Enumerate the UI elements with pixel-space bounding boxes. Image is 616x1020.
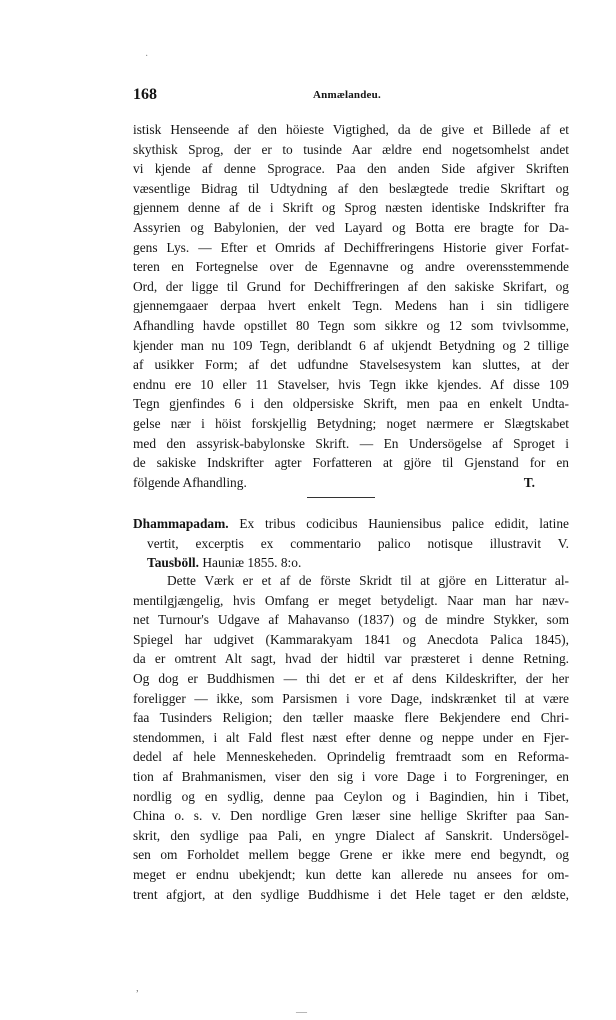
text-line: gjennemgaaer derpaa hvert enkelt Tegn. Medens han i sin tidligere (133, 298, 569, 314)
text-line: dedel af hele Menneskeheden. Oprindelig fremtraadt som en Reforma- (133, 749, 569, 765)
text-line: af usikker Form; af det udfundne Stavelsesystem kan sluttes, at der (133, 357, 569, 373)
bottom-dash: — (296, 1006, 307, 1018)
text-line: de sakiske Indskrifter agter Forfatteren at gjöre til Gjenstand for en (133, 455, 569, 471)
text-line: endnu ere 10 eller 11 Stavelser, hvis Tegn ikke kjendes. Af disse 109 (133, 376, 569, 392)
bottom-speck: , (136, 982, 139, 994)
text-line: Spiegel har udgivet (Kammarakyam 1841 og Anecdota Palica 1845), (133, 631, 569, 647)
text-line: foreligger — ikke, som Parsismen i vore Dage, indskrænket til at være (133, 690, 569, 706)
text-line: meget er endnu ubekjendt; kun dette kan allerede nu ansees for om- (133, 866, 569, 882)
text-line: Tegn gjenfindes 6 i den oldpersiske Skrift, men paa en enkelt Undta- (133, 396, 569, 412)
text-line: sen om Forholdet mellem begge Grene er ikke mere end begyndt, og (133, 847, 569, 863)
citation-line-1 (133, 514, 569, 534)
text-line: gjennem denne af de i Skrift og Sprog næsten identiske Indskrifter fra (133, 200, 569, 216)
citation-line-2: vertit, excerptis ex commentario palico notisque illustravit V. (147, 535, 569, 551)
page-header (133, 86, 569, 106)
text-line: China o. s. v. Den nordlige Gren læser sine hellige Skrifter paa San- (133, 808, 569, 824)
text-line: teren en Fortegnelse over de Egennavne og andre overensstemmende (133, 259, 569, 275)
citation-line-3 (133, 553, 569, 573)
text-line: da er omtrent Alt sagt, hvad der hidtil var præsteret i denne Retning. (133, 651, 569, 667)
text-line: stendommen, i alt Fald flest næst efter denne og neppe under en Fjer- (133, 729, 569, 745)
book-citation (133, 514, 569, 573)
book-imprint: Hauniæ 1855. 8:o. (202, 555, 302, 571)
page-number: 168 (133, 86, 157, 103)
book-title-rest: Ex tribus codicibus Hauniensibus palice edidit, latine (239, 516, 569, 531)
text-line: mentilgjængelig, hvis Omfang er meget betydeligt. Naar man har næv- (133, 592, 569, 608)
book-author: Tausböll. (147, 555, 199, 571)
book-title: Dhammapadam. (133, 516, 229, 531)
running-head: Anmælandeu. (313, 89, 381, 101)
text-line: Assyrien og Babylonien, der ved Layard og Botta ere bragte for Da- (133, 219, 569, 235)
text-line: vi kjende af denne Sprograce. Paa den anden Side afgiver Skriften (133, 161, 569, 177)
text-line: Afhandling havde opstillet 80 Tegn som sikkre og 12 som tvivlsomme, (133, 317, 569, 333)
text-line: Ord, der ligge til Grund for Dechiffreringen af den sakiske Skrifart, og (133, 278, 569, 294)
text-line: net Turnour's Udgave af Mahavanso (1837) og de mindre Stykker, som (133, 612, 569, 628)
text-line: trent afgjort, at den sydlige Buddhisme i det Hele taget er den ældste, (133, 886, 569, 902)
text-line: Og dog er Buddhismen — thi det er et af dens Kildeskrifter, der her (133, 670, 569, 686)
review-body (133, 571, 569, 904)
text-line: tion af Brahmanismen, viser den sig i vore Dage i to Forgreninger, en (133, 768, 569, 784)
text-line: kjender man nu 109 Tegn, deriblandt 6 af ukjendt Betydning og 2 tillige (133, 337, 569, 353)
reviewer-signature: T. (523, 474, 535, 490)
text-line: gens Lys. — Efter et Omrids af Dechiffreringens Historie giver Forfat- (133, 239, 569, 255)
text-line: faa Tusinders Religion; den tæller maaske flere Bekjendere end Chri- (133, 710, 569, 726)
text-line-final (133, 473, 569, 493)
top-speck: · (145, 51, 149, 62)
continued-review-text (133, 120, 569, 492)
text-line: gelse nær i höist forskjellig Betydning; noget nærmere er Slægtskabet (133, 415, 569, 431)
text-line: Dette Værk er et af de förste Skridt til at gjöre en Litteratur al- (167, 573, 569, 588)
final-line-text: fölgende Afhandling. (133, 474, 247, 490)
text-line: nordlig og en sydlig, denne paa Ceylon og i Bagindien, hin i Tibet, (133, 788, 569, 804)
text-line: med den assyrisk-babylonske Skrift. — En Undersögelse af Sproget i (133, 435, 569, 451)
text-line: skythisk Sprog, der er to tusinde Aar ældre end nogetsomhelst andet (133, 141, 569, 157)
text-line: istisk Henseende af den höieste Vigtighed, da de give et Billede af et (133, 122, 569, 137)
section-divider (307, 497, 375, 498)
text-line: væsentlige Bidrag til Udtydning af den beslægtede tredie Skriftart og (133, 180, 569, 196)
text-line: skrit, den sydlige paa Pali, en yngre Dialect af Sanskrit. Undersögel- (133, 827, 569, 843)
